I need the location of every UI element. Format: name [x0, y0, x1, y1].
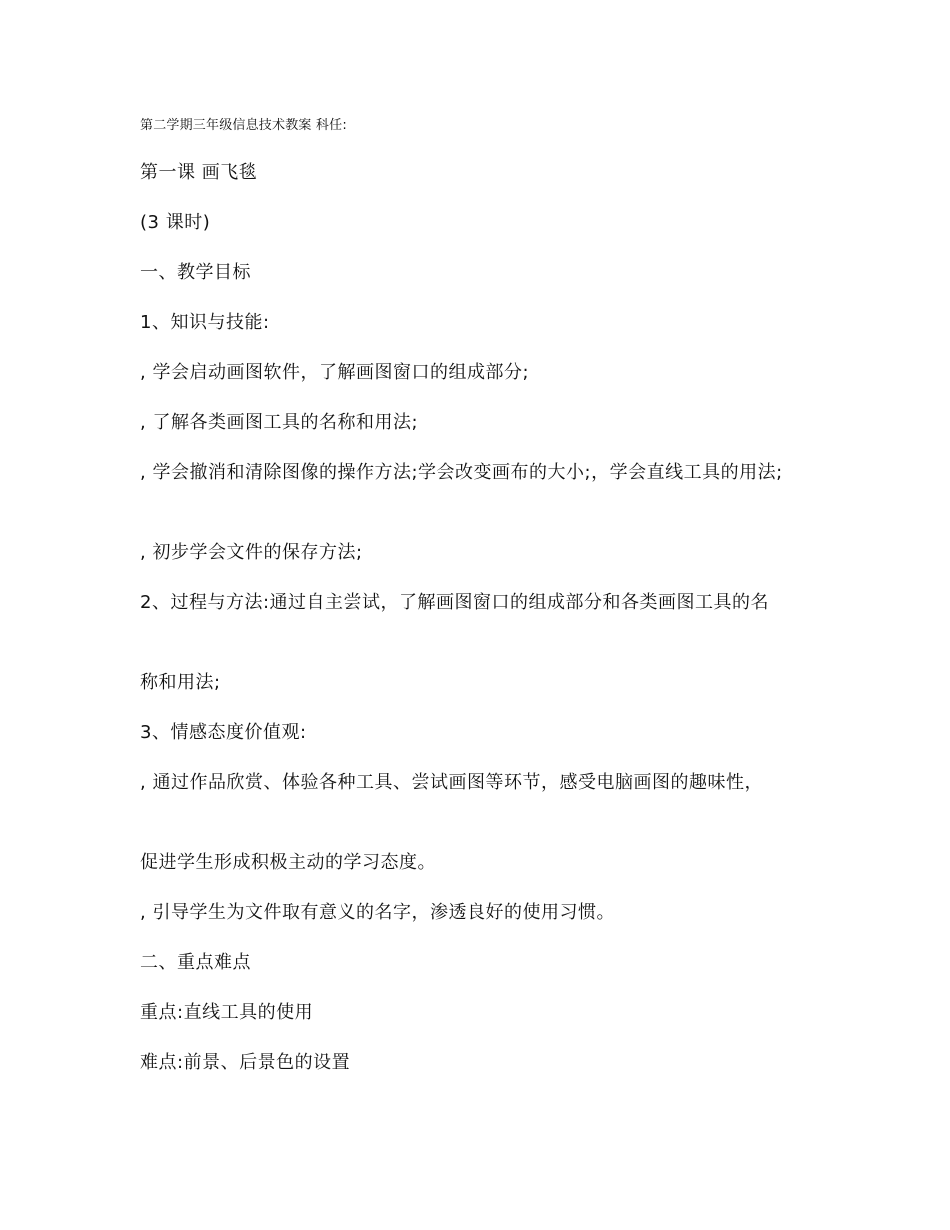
- section-heading-objectives: 一、教学目标: [140, 262, 251, 283]
- document-header: 第二学期三年级信息技术教案 科任:: [140, 118, 347, 133]
- objective-item: , 学会撤消和清除图像的操作方法;学会改变画布的大小;，学会直线工具的用法;: [140, 462, 783, 483]
- key-point: 重点:直线工具的使用: [140, 1002, 314, 1023]
- paragraph-continuation: 称和用法;: [140, 672, 221, 693]
- difficult-point: 难点:前景、后景色的设置: [140, 1052, 351, 1073]
- lesson-title: 第一课 画飞毯: [140, 162, 258, 183]
- lesson-hours: (3 课时): [140, 212, 211, 233]
- objective-item: , 通过作品欣赏、体验各种工具、尝试画图等环节，感受电脑画图的趣味性，: [140, 772, 763, 793]
- objective-item: , 引导学生为文件取有意义的名字，渗透良好的使用习惯。: [140, 902, 615, 923]
- subheading-attitude-values: 3、情感态度价值观:: [140, 722, 307, 743]
- objective-item: , 了解各类画图工具的名称和用法;: [140, 412, 419, 433]
- objective-item: , 初步学会文件的保存方法;: [140, 542, 363, 563]
- objective-item: , 学会启动画图软件，了解画图窗口的组成部分;: [140, 362, 530, 383]
- subheading-process-method: 2、过程与方法:通过自主尝试，了解画图窗口的组成部分和各类画图工具的名: [140, 592, 770, 613]
- section-heading-key-points: 二、重点难点: [140, 952, 251, 973]
- subheading-knowledge-skills: 1、知识与技能:: [140, 312, 270, 333]
- paragraph-continuation: 促进学生形成积极主动的学习态度。: [140, 852, 436, 873]
